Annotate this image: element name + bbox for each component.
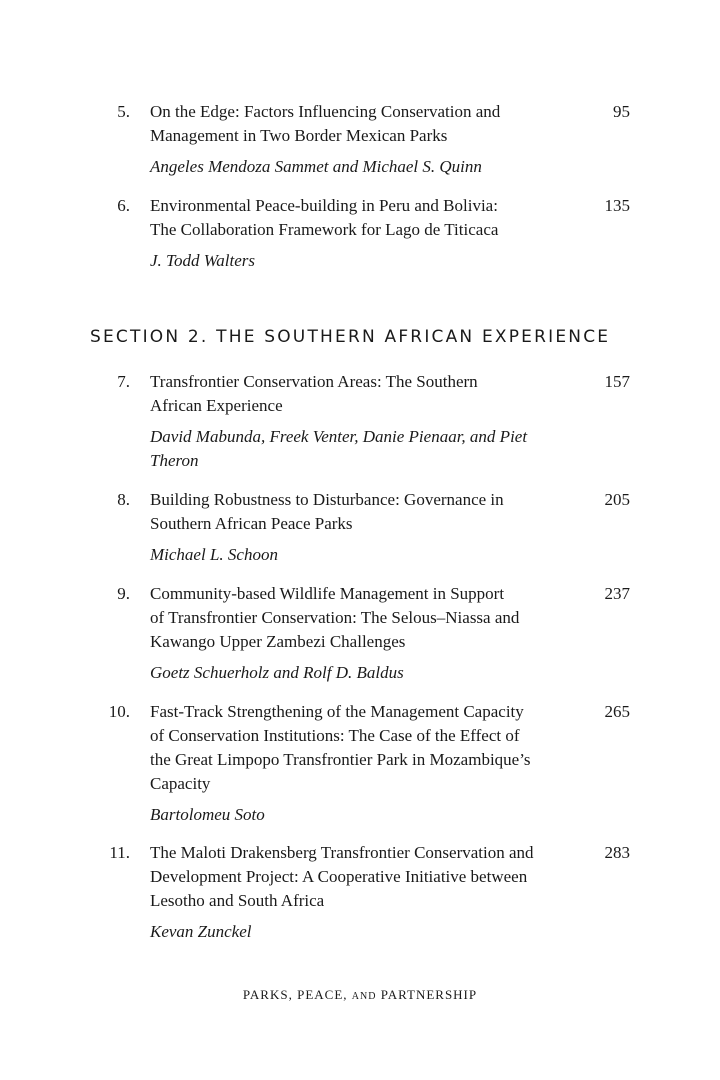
chapter-number: 6. (117, 196, 130, 215)
chapter-number: 10. (108, 702, 130, 721)
chapter-author-line: Theron (150, 451, 199, 470)
chapter-author-line: Goetz Schuerholz and Rolf D. Baldus (150, 663, 404, 682)
chapter-number: 11. (109, 843, 130, 862)
chapter-title-line: Transfrontier Conservation Areas: The Southern (150, 372, 478, 391)
page-number: 95 (613, 102, 630, 121)
chapter-author-line: Kevan Zunckel (150, 922, 252, 941)
footer-text-smallcaps: AND (351, 991, 377, 1002)
chapter-title-line: the Great Limpopo Transfrontier Park in Mozambique’s (150, 750, 531, 769)
chapter-author-line: David Mabunda, Freek Venter, Danie Pienaar, and Piet (150, 427, 528, 446)
chapter-author-line: Michael L. Schoon (150, 545, 278, 564)
chapter-title-line: African Experience (150, 396, 283, 415)
page-number: 135 (604, 196, 630, 215)
chapter-author-line: Angeles Mendoza Sammet and Michael S. Quinn (150, 157, 482, 176)
chapter-title-line: On the Edge: Factors Influencing Conservation and (150, 102, 501, 121)
page-number: 283 (604, 843, 630, 862)
chapter-title-line: Southern African Peace Parks (150, 514, 353, 533)
footer-text: PARKS, PEACE, (242, 987, 352, 1002)
chapter-title-line: Development Project: A Cooperative Initiative between (150, 867, 528, 886)
chapter-title (150, 100, 580, 179)
chapter-title (150, 370, 580, 473)
chapter-title-line: The Maloti Drakensberg Transfrontier Conservation and (150, 843, 534, 862)
page-number: 157 (604, 372, 630, 391)
page-number: 265 (604, 702, 630, 721)
chapter-title (150, 582, 580, 685)
chapter-author (150, 249, 580, 273)
chapter-title-line: Kawango Upper Zambezi Challenges (150, 632, 406, 651)
chapter-author-line: J. Todd Walters (150, 251, 256, 270)
chapter-author (150, 920, 580, 944)
chapter-title (150, 194, 580, 273)
page-number: 237 (604, 584, 630, 603)
chapter-title-line: Environmental Peace-building in Peru and Bolivia: (150, 196, 498, 215)
chapter-title (150, 488, 580, 567)
chapter-title (150, 841, 580, 944)
chapter-title-line: Community-based Wildlife Management in Support (150, 584, 505, 603)
footer-text: PARTNERSHIP (376, 987, 478, 1002)
chapter-author (150, 803, 580, 827)
chapter-title-line: of Transfrontier Conservation: The Selous–Niassa and (150, 608, 520, 627)
running-footer (0, 987, 720, 1003)
chapter-title-line: Fast-Track Strengthening of the Management Capacity (150, 702, 524, 721)
chapter-title (150, 700, 580, 827)
chapter-number: 8. (117, 490, 130, 509)
chapter-title-line: The Collaboration Framework for Lago de Titicaca (150, 220, 499, 239)
chapter-title-line: Lesotho and South Africa (150, 891, 325, 910)
chapter-title-line: Management in Two Border Mexican Parks (150, 126, 448, 145)
chapter-number: 5. (117, 102, 130, 121)
chapter-author-line: Bartolomeu Soto (150, 805, 265, 824)
chapter-author (150, 155, 580, 179)
chapter-author (150, 425, 580, 473)
chapter-author (150, 661, 580, 685)
chapter-number: 7. (117, 372, 130, 391)
section-heading: SECTION 2. THE SOUTHERN AFRICAN EXPERIENCE (90, 327, 611, 347)
page-number: 205 (604, 490, 630, 509)
chapter-title-line: of Conservation Institutions: The Case of the Effect of (150, 726, 520, 745)
chapter-title-line: Building Robustness to Disturbance: Governance in (150, 490, 504, 509)
chapter-number: 9. (117, 584, 130, 603)
chapter-author (150, 543, 580, 567)
chapter-title-line: Capacity (150, 774, 211, 793)
